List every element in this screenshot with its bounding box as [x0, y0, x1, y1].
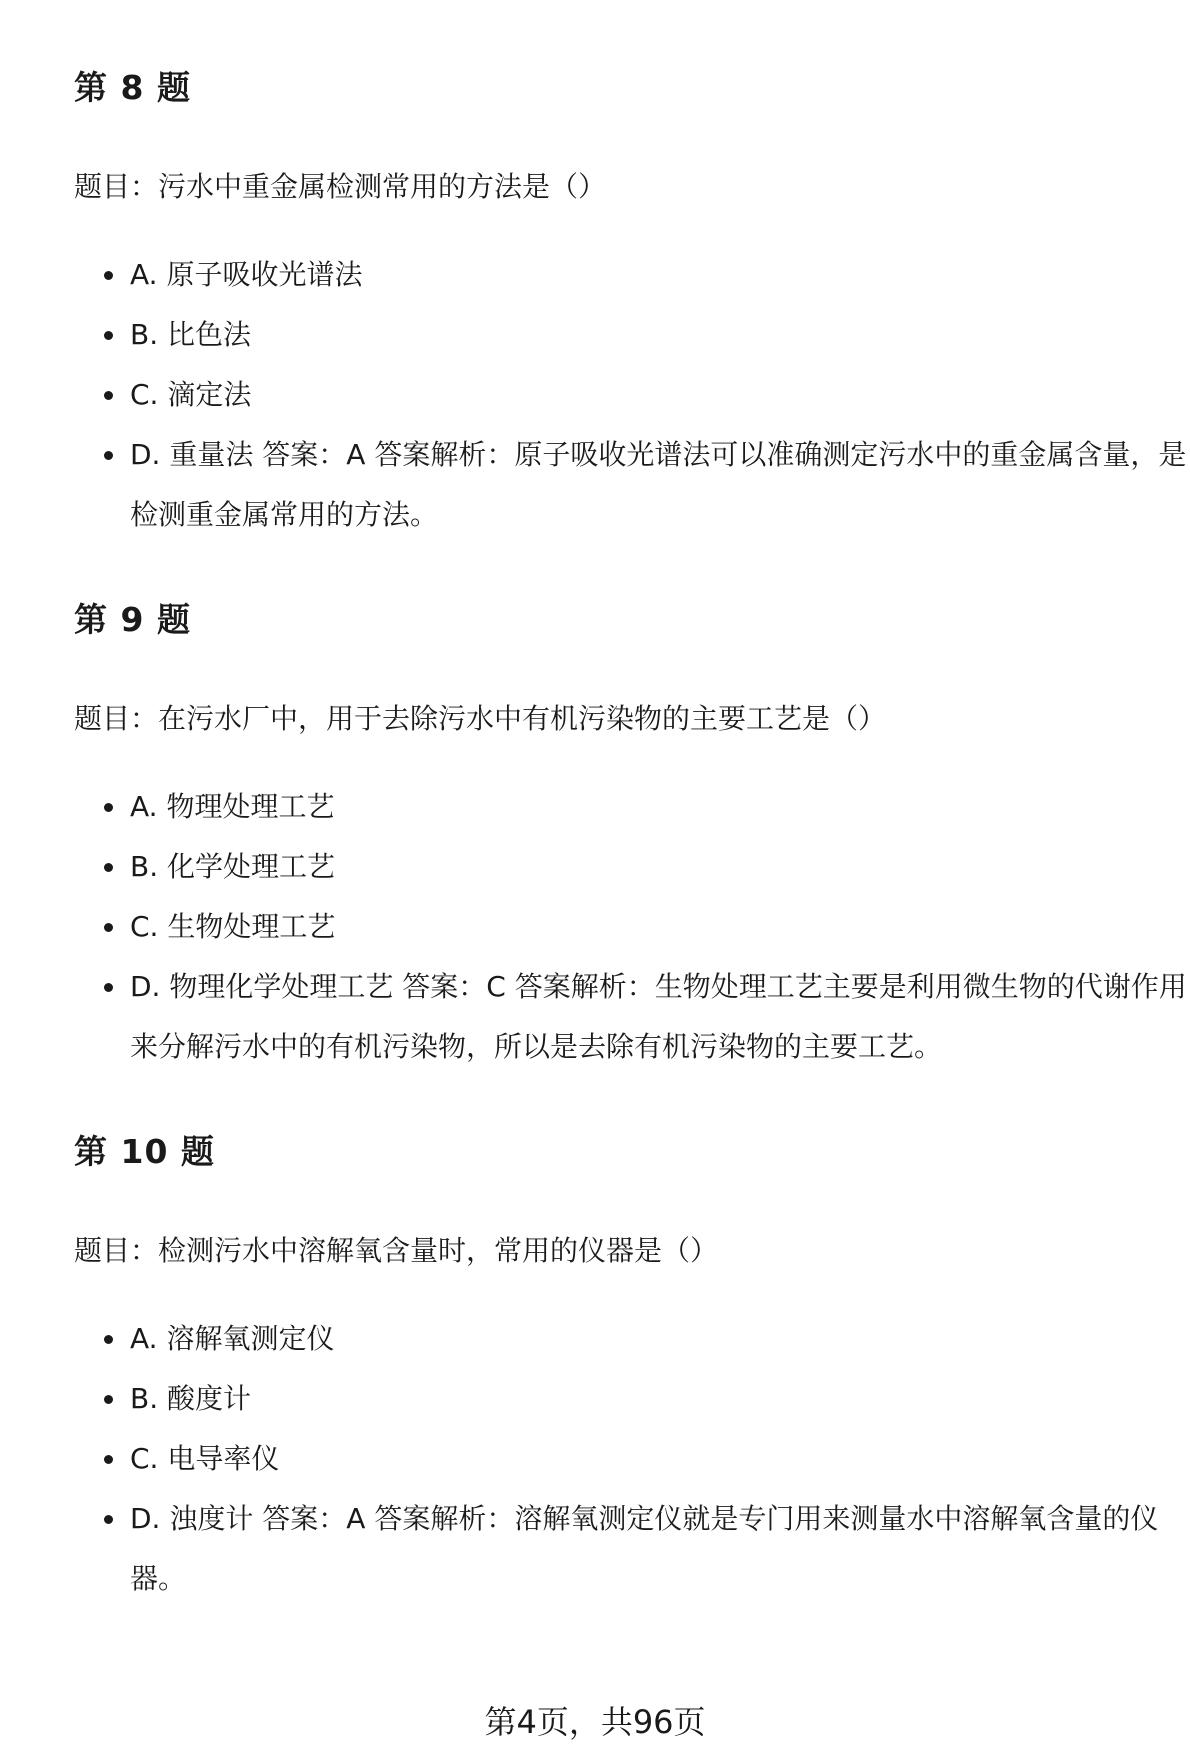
- option-text: C. 生物处理工艺: [130, 910, 336, 943]
- option-b: [74, 305, 1190, 365]
- option-a: [74, 777, 1190, 837]
- bullet-icon: [104, 391, 113, 400]
- question-9: [74, 598, 1187, 1077]
- option-text: C. 滴定法: [130, 378, 252, 411]
- option-d-with-answer: [74, 957, 1190, 1077]
- question-10: [74, 1130, 1174, 1609]
- bullet-icon: [104, 331, 113, 340]
- option-c: [74, 1429, 1190, 1489]
- bullet-icon: [104, 1395, 113, 1404]
- option-d-with-answer: [74, 1489, 1190, 1609]
- question-stem: 题目：检测污水中溶解氧含量时，常用的仪器是（）: [74, 1234, 719, 1267]
- question-stem: 题目：污水中重金属检测常用的方法是（）: [74, 170, 607, 203]
- option-a: [74, 1309, 1190, 1369]
- option-list: [74, 1309, 1174, 1609]
- option-text: D. 浊度计 答案：A 答案解析：溶解氧测定仪就是专门用来测量水中溶解氧含量的仪器。: [130, 1502, 1159, 1595]
- option-text: C. 电导率仪: [130, 1442, 280, 1475]
- bullet-icon: [104, 1335, 113, 1344]
- option-text: D. 物理化学处理工艺 答案：C 答案解析：生物处理工艺主要是利用微生物的代谢作用来分解污水中的有机污染物，所以是去除有机污染物的主要工艺。: [130, 970, 1187, 1063]
- option-b: [74, 837, 1190, 897]
- question-stem: 题目：在污水厂中，用于去除污水中有机污染物的主要工艺是（）: [74, 702, 887, 735]
- option-d-with-answer: [74, 425, 1190, 545]
- option-text: B. 比色法: [130, 318, 252, 351]
- option-text: A. 溶解氧测定仪: [130, 1322, 335, 1355]
- option-a: [74, 245, 1190, 305]
- question-title: 第 10 题: [74, 1132, 215, 1171]
- bullet-icon: [104, 271, 113, 280]
- option-text: D. 重量法 答案：A 答案解析：原子吸收光谱法可以准确测定污水中的重金属含量，是检测重金属常用的方法。: [130, 438, 1187, 531]
- option-text: B. 酸度计: [130, 1382, 252, 1415]
- option-c: [74, 365, 1190, 425]
- option-text: A. 物理处理工艺: [130, 790, 335, 823]
- question-title: 第 8 题: [74, 68, 191, 107]
- option-c: [74, 897, 1190, 957]
- option-text: A. 原子吸收光谱法: [130, 258, 363, 291]
- bullet-icon: [104, 923, 113, 932]
- bullet-icon: [104, 451, 113, 460]
- bullet-icon: [104, 1515, 113, 1524]
- question-8: [74, 66, 1187, 545]
- option-text: B. 化学处理工艺: [130, 850, 336, 883]
- option-list: [74, 777, 1187, 1077]
- option-b: [74, 1369, 1190, 1429]
- bullet-icon: [104, 863, 113, 872]
- page-number: 第4页，共96页: [484, 1703, 706, 1741]
- bullet-icon: [104, 1455, 113, 1464]
- bullet-icon: [104, 803, 113, 812]
- question-title: 第 9 题: [74, 600, 191, 639]
- option-list: [74, 245, 1187, 545]
- bullet-icon: [104, 983, 113, 992]
